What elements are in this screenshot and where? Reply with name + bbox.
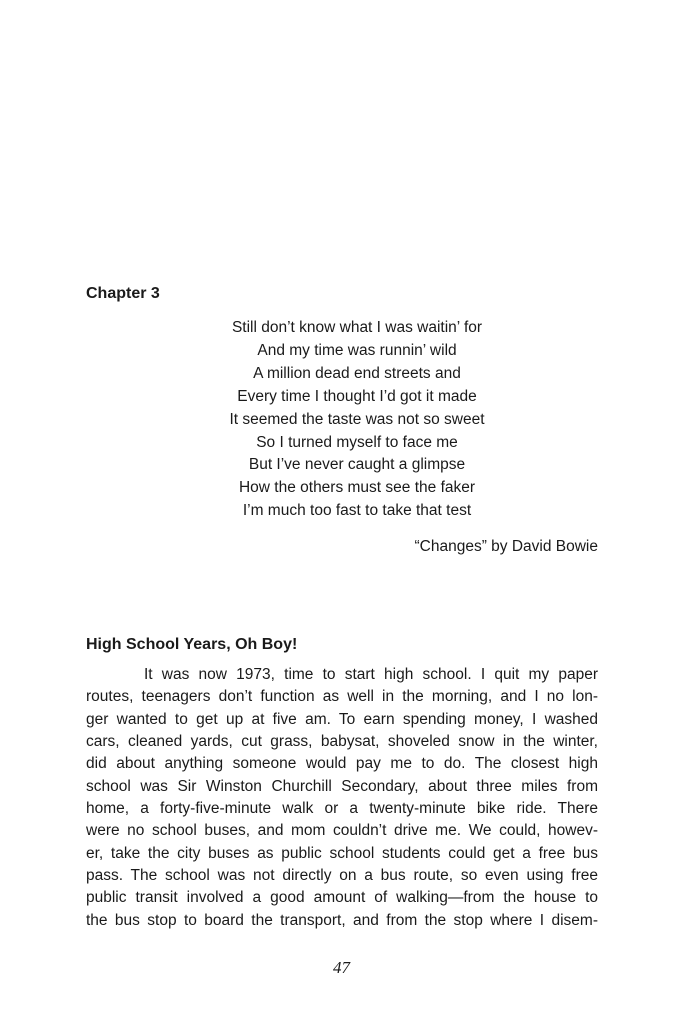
epigraph-line: How the others must see the faker: [238, 479, 476, 497]
section-heading: High School Years, Oh Boy!: [86, 636, 298, 653]
body-line: cars, cleaned yards, cut grass, babysat, shoveled snow in the winter,: [86, 733, 598, 751]
body-line: public transit involved a good amount of walking—from the house to: [86, 889, 598, 907]
body-line: ger wanted to get up at five am. To earn spending money, I washed: [86, 710, 598, 728]
body-line: routes, teenagers don’t function as well in the morning, and I no lon-: [86, 688, 598, 706]
body-line: home, a forty-five-minute walk or a twenty-minute bike ride. There: [86, 800, 598, 818]
body-line: pass. The school was not directly on a bus route, so even using free: [86, 867, 598, 885]
epigraph-line: Still don’t know what I was waitin’ for: [231, 319, 483, 336]
body-line: school was Sir Winston Churchill Secondary, about three miles from: [86, 777, 598, 795]
epigraph-attribution: “Changes” by David Bowie: [414, 538, 598, 555]
epigraph-line: So I turned myself to face me: [256, 433, 458, 451]
chapter-heading: Chapter 3: [86, 285, 160, 302]
epigraph-line: It seemed the taste was not so sweet: [229, 410, 485, 428]
body-line: the bus stop to board the transport, and from the stop where I disem-: [86, 911, 598, 929]
epigraph-line: Every time I thought I’d got it made: [237, 387, 477, 405]
body-line: did about anything someone would pay me to do. The closest high: [86, 755, 598, 773]
page-number: 47: [333, 958, 350, 977]
body-paragraph: [86, 664, 598, 932]
epigraph-line: A million dead end streets and: [253, 364, 461, 382]
epigraph-line: But I’ve never caught a glimpse: [248, 456, 466, 474]
epigraph-line: I’m much too fast to take that test: [242, 502, 472, 520]
body-line: were no school buses, and mom couldn’t drive me. We could, howev-: [86, 822, 598, 840]
body-line: er, take the city buses as public school students could get a free bus: [86, 844, 598, 862]
body-line: It was now 1973, time to start high school. I quit my paper: [144, 666, 598, 683]
epigraph-lyrics: [170, 317, 544, 523]
epigraph-line: And my time was runnin’ wild: [257, 341, 457, 359]
